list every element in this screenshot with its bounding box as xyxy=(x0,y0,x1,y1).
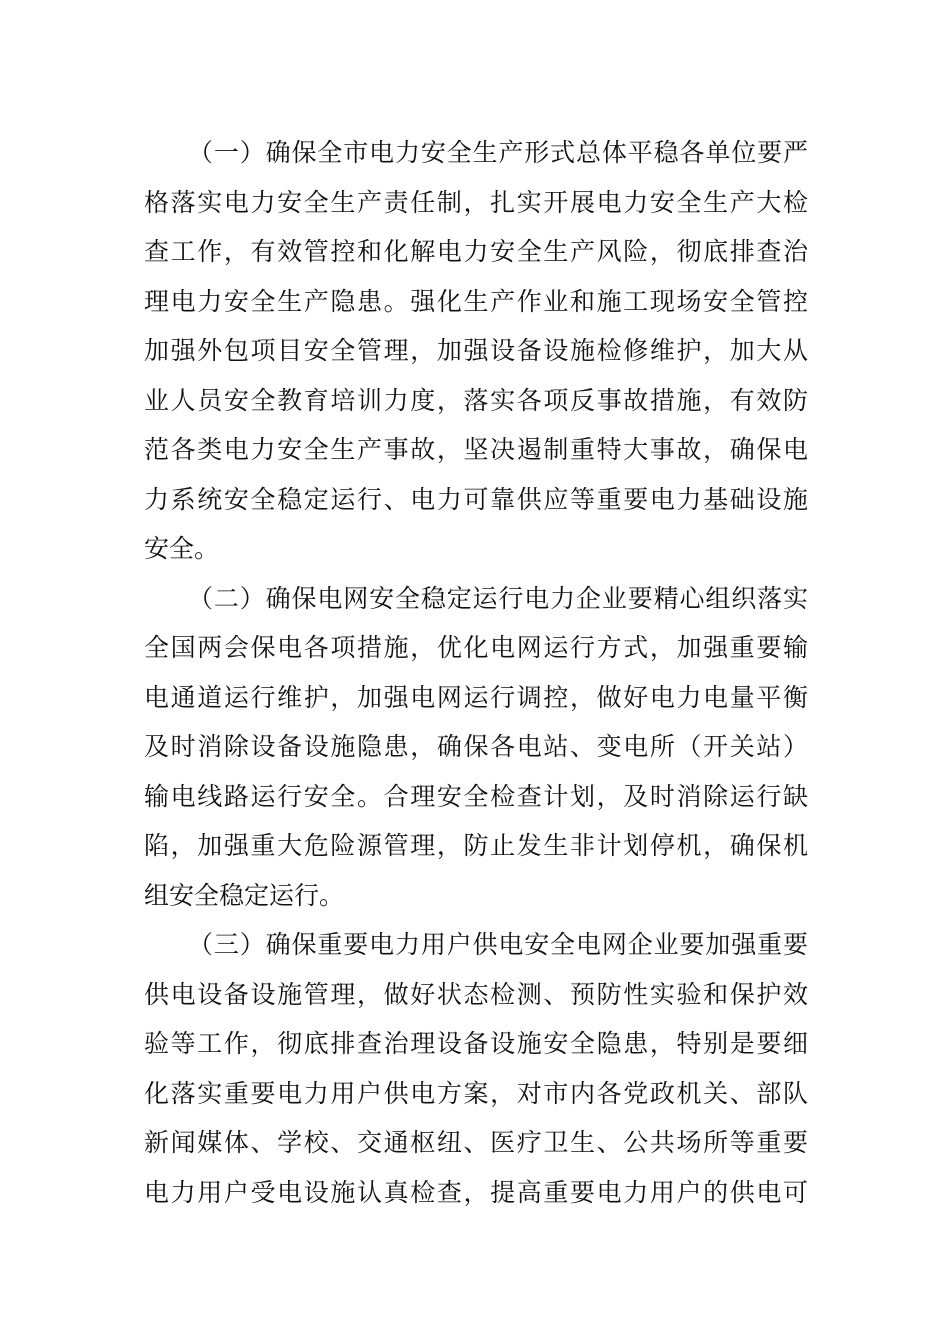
paragraph-line: （二）确保电网安全稳定运行电力企业要精心组织落实 xyxy=(188,583,808,613)
paragraph-line: 全国两会保电各项措施，优化电网运行方式，加强重要输 xyxy=(144,633,808,662)
paragraph-line: 电通道运行维护，加强电网运行调控，做好电力电量平衡 xyxy=(144,682,808,712)
paragraph-line: 业人员安全教育培训力度，落实各项反事故措施，有效防 xyxy=(144,385,808,415)
paragraph-line: 陷，加强重大危险源管理，防止发生非计划停机，确保机 xyxy=(144,831,808,860)
paragraph-1 xyxy=(144,128,808,574)
paragraph-line: 输电线路运行安全。合理安全检查计划，及时消除运行缺 xyxy=(144,781,808,811)
paragraph-line: （一）确保全市电力安全生产形式总体平稳各单位要严 xyxy=(188,138,808,167)
paragraph-line: 组安全稳定运行。 xyxy=(144,880,345,910)
paragraph-line: （三）确保重要电力用户供电安全电网企业要加强重要 xyxy=(188,930,808,959)
paragraph-line: 化落实重要电力用户供电方案，对市内各党政机关、部队 xyxy=(144,1078,808,1108)
paragraph-line: 及时消除设备设施隐患，确保各电站、变电所（开关站） xyxy=(144,732,808,761)
paragraph-line: 格落实电力安全生产责任制，扎实开展电力安全生产大检 xyxy=(144,187,808,217)
paragraph-line: 验等工作，彻底排查治理设备设施安全隐患，特别是要细 xyxy=(144,1029,808,1058)
paragraph-line: 加强外包项目安全管理，加强设备设施检修维护，加大从 xyxy=(144,336,808,365)
paragraph-line: 查工作，有效管控和化解电力安全生产风险，彻底排查治 xyxy=(144,237,808,266)
paragraph-line: 范各类电力安全生产事故，坚决遏制重特大事故，确保电 xyxy=(144,435,808,464)
paragraph-line: 理电力安全生产隐患。强化生产作业和施工现场安全管控 xyxy=(144,286,808,316)
paragraph-2 xyxy=(144,574,808,921)
paragraph-line: 电力用户受电设施认真检查，提高重要电力用户的供电可 xyxy=(144,1177,808,1207)
paragraph-line: 安全。 xyxy=(144,534,220,563)
document-body xyxy=(144,128,808,1217)
paragraph-line: 新闻媒体、学校、交通枢纽、医疗卫生、公共场所等重要 xyxy=(144,1128,808,1157)
paragraph-line: 供电设备设施管理，做好状态检测、预防性实验和保护效 xyxy=(144,979,808,1009)
paragraph-line: 力系统安全稳定运行、电力可靠供应等重要电力基础设施 xyxy=(144,484,808,514)
paragraph-3 xyxy=(144,920,808,1217)
